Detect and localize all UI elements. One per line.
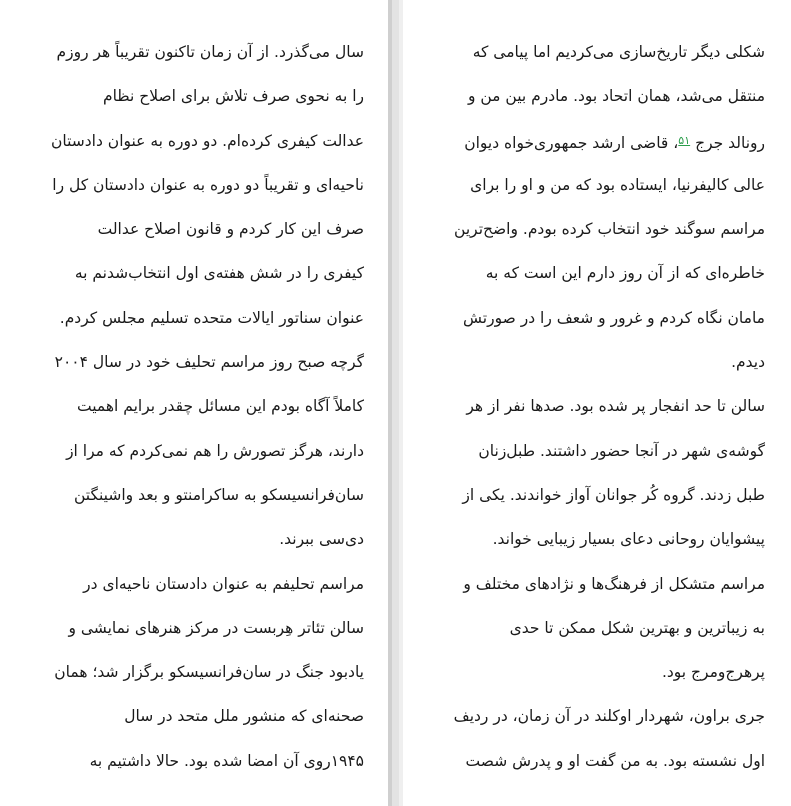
- text-line: ۱۹۴۵روی آن امضا شده بود. حالا داشتیم به: [89, 751, 364, 770]
- text-line: خاطره‌ای که از آن روز دارم این است که به: [485, 264, 765, 283]
- text-line: سان‌فرانسیسکو به ساکرامنتو و بعد واشینگتن: [73, 485, 364, 504]
- text-line: مراسم متشکل از فرهنگ‌ها و نژادهای مختلف و: [463, 574, 765, 593]
- text-line: را به نحوی صرف تلاش برای اصلاح نظام: [102, 87, 364, 106]
- right-page-text: [443, 30, 765, 783]
- text-line: مراسم سوگند خود انتخاب کرده بودم. واضح‌ترین: [454, 220, 765, 239]
- text-line: عنوان سناتور ایالات متحده تسلیم مجلس کردم.: [59, 308, 364, 327]
- text-line: ناحیه‌ای و تقریباً دو دوره به عنوان دادستان کل را: [52, 175, 364, 194]
- text-line: دارند، هرگز تصورش را هم نمی‌کردم که مرا از: [66, 441, 364, 460]
- text-line: عدالت کیفری کرده‌ام. دو دوره به عنوان دادستان: [51, 131, 364, 150]
- text-line: پرهرج‌ومرج بود.: [661, 663, 765, 682]
- text-line: سالن تئاتر هِربست در مرکز هنرهای نمایشی و: [68, 618, 364, 637]
- line-prefix: رونالد جرج: [695, 133, 765, 152]
- text-line: جری براون، شهردار اوکلند در آن زمان، در ردیف: [453, 707, 765, 726]
- text-line: یادبود جنگ در سان‌فرانسیسکو برگزار شد؛ همان: [54, 663, 364, 682]
- line-suffix: ،: [673, 133, 679, 152]
- text-line: دیدم.: [731, 353, 765, 372]
- text-line: دی‌سی ببرند.: [279, 530, 364, 549]
- left-page: [0, 0, 388, 806]
- text-line: اول نشسته بود. به من گفت او و پدرش شصت: [465, 751, 765, 770]
- line-rest: قاضی ارشد جمهوری‌خواه دیوان: [464, 133, 669, 152]
- text-line: پیشوایان روحانی دعای بسیار زیبایی خواند.: [492, 530, 765, 549]
- text-line: منتقل می‌شد، همان اتحاد بود. مادرم بین من و: [467, 87, 765, 106]
- text-line: صرف این کار کردم و قانون اصلاح عدالت: [97, 220, 364, 239]
- footnote-link[interactable]: ۵۱: [678, 133, 691, 147]
- text-line: گوشه‌ی شهر در آنجا حضور داشتند. طبل‌زنان: [478, 441, 765, 460]
- text-line: شکلی دیگر تاریخ‌سازی می‌کردیم اما پیامی که: [472, 43, 765, 61]
- text-line: گرچه صبح روز مراسم تحلیف خود در سال ۲۰۰۴: [54, 353, 364, 372]
- text-line: به زیباترین و بهترین شکل ممکن تا حدی: [509, 618, 765, 637]
- text-line: کیفری را در شش هفته‌ی اول انتخاب‌شدنم به: [74, 264, 364, 283]
- text-line: مراسم تحلیفم به عنوان دادستان ناحیه‌ای در: [83, 574, 364, 593]
- text-line-with-footnote: [443, 119, 765, 163]
- text-line: عالی کالیفرنیا، ایستاده بود که من و او را برای: [470, 175, 765, 194]
- left-page-text: [24, 30, 364, 783]
- text-line: مامان نگاه کردم و غرور و شعف را در صورتش: [463, 308, 765, 327]
- text-line: طبل زدند. گروه کُر جوانان آواز خواندند. یکی از: [462, 485, 765, 504]
- text-line: کاملاً آگاه بودم این مسائل چقدر برایم اهمیت: [77, 397, 364, 416]
- text-line: سالن تا حد انفجار پر شده بود. صدها نفر از هر: [466, 397, 765, 416]
- right-page: [403, 0, 791, 806]
- text-line: سال می‌گذرد. از آن زمان تاکنون تقریباً هر روزم: [56, 43, 364, 61]
- page-gutter: [388, 0, 403, 806]
- text-line: صحنه‌ای که منشور ملل متحد در سال: [124, 707, 364, 726]
